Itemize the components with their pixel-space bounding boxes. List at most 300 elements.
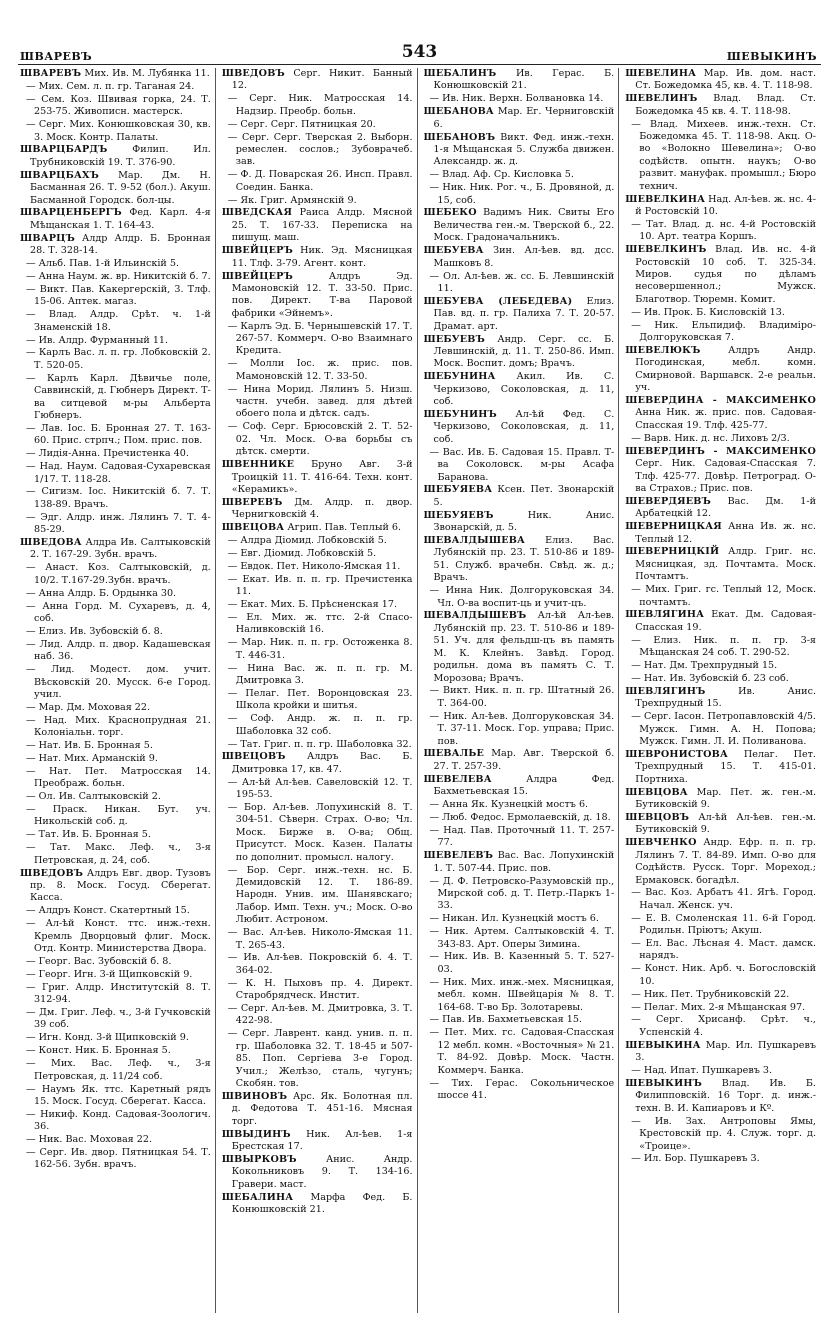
entry-details: Вадимъ Ник. Свиты Его Величества ген.-м. Тверской б., 22. Моск. Градоначальникъ. <box>433 207 615 244</box>
entry-details: Пелаг. Мих. 2-я Мѣщанская 97. <box>643 1001 806 1013</box>
directory-entry <box>222 384 413 421</box>
entry-details: Вас. Ал-ѣев. Николо-Ямская 11. Т. 265-43. <box>235 927 413 951</box>
directory-entry <box>424 812 615 824</box>
entry-surname: ШЕБУНИНА <box>423 371 496 383</box>
directory-entry <box>20 601 211 626</box>
entry-surname: ШЕВЕЛКИНА <box>625 193 706 205</box>
entry-details: Ник. Пет. Трубниковскій 22. <box>643 988 790 1000</box>
entry-details: Мар. Дм. Моховая 22. <box>38 701 151 713</box>
entry-details: Алдръ Андр. Погодинская, мебл. комн. Смирновой. Варшавск. 2-е реальн. уч. <box>635 344 816 394</box>
directory-entry <box>625 496 816 521</box>
entry-details: Эдг. Алдр. инж. Лялинъ 7. Т. 4-85-29. <box>34 511 211 536</box>
entry-details: Екат. Дм. Садовая-Спасская 19. <box>635 609 816 633</box>
entry-details: Мар. Пет. ж. ген.-м. Бутиковскій 9. <box>635 786 816 811</box>
entry-details: Мих. Сем. л. п. гр. Таганая 24. <box>38 80 195 92</box>
directory-entry <box>222 1129 413 1154</box>
entry-details: Серг. Ник. Садовая-Спасская 7. Тлф. 425-77. Довѣр. Петроград. О-ва Страхов.; Прис. пов. <box>635 458 816 494</box>
entry-details: Тат. Ив. Б. Бронная 5. <box>38 829 151 841</box>
entry-details: Григ. Алдр. Институтскій 8. Т. 312-94. <box>34 981 211 1006</box>
entry-details: Над. Мих. Краснопрудная 21. Колоніальн. торг. <box>34 714 211 739</box>
entry-details: Серг. Іасон. Петропавловскій 4/5. Мужск. Гимн. А. Н. Попова; Мужск. Гимн. Л. И. Поливанова. <box>639 711 816 748</box>
entry-surname: ШЕБАЛИНА <box>221 1191 294 1203</box>
entry-details: Ив. Анис. Трехпрудный 15. <box>635 685 816 710</box>
directory-entry <box>424 685 615 710</box>
directory-entry <box>20 512 211 537</box>
entry-details: Нат. Ив. Б. Бронная 5. <box>38 740 153 752</box>
entry-details: Екат. Мих. Б. Прѣсненская 17. <box>240 599 397 611</box>
entry-surname: ШЕВЕРДИНА - МАКСИМЕНКО <box>625 395 816 407</box>
directory-entry <box>222 497 413 522</box>
entry-details: Алдръ Конст. Скатертный 15. <box>38 905 190 917</box>
directory-entry <box>222 195 413 207</box>
directory-entry <box>625 345 816 395</box>
directory-entry <box>20 956 211 968</box>
entry-details: Карлъ Эд. Б. Чернышевскій 17. Т. 267-57. Коммерч. О-во Взаимнаго Кредита. <box>235 320 413 357</box>
entry-details: Анаст. Коз. Салтыковскій, д. 10/2. Т.167-29.Зубн. врачъ. <box>34 562 211 586</box>
directory-entry <box>625 521 816 546</box>
entry-surname: ШЕВЕЛКИНЪ <box>625 244 707 256</box>
directory-entry <box>20 233 211 258</box>
entry-details: Тат. Макс. Леф. ч., 3-я Петровская, д. 24, соб. <box>34 842 211 866</box>
directory-entry <box>222 1192 413 1217</box>
entry-surname: ШЕВЛЯГИНА <box>625 609 705 621</box>
entry-details: Ал-ѣй Конст. ттс. инж.-техн. Кремль Дворцовый флиг. Моск. Отд. Контр. Министерства Двора. <box>34 918 211 955</box>
directory-entry <box>625 673 816 685</box>
directory-entry <box>20 1007 211 1032</box>
entry-details: Филип. Ил. Трубниковскій 19. Т. 376-90. <box>30 144 211 168</box>
entry-details: Пелаг. Пет. Трехпрудный 15. Т. 415-01. Портниха. <box>635 748 816 785</box>
directory-entry <box>222 93 413 118</box>
entry-details: Фед. Карл. 4-я Мѣщанская 1. Т. 164-43. <box>30 207 211 231</box>
entry-details: Лидія-Анна. Пречистенка 40. <box>38 448 189 460</box>
entry-details: Мих. Вас. Леф. ч., 3-я Петровская, д. 11/24 соб. <box>34 1058 211 1082</box>
directory-entry <box>625 93 816 118</box>
entry-surname: ШВЕРЕВЪ <box>221 496 283 508</box>
entry-details: Алдра Ив. Салтыковскій 2. Т. 167-29. Зубн. врачъ. <box>30 537 211 561</box>
directory-entry <box>20 1045 211 1057</box>
entry-details: Бор. Серг. инж.-техн. нс. Б. Демидовскій 12. Т. 186-89. Народн. Унив. им. Шанявскаго; Лабор. Имп. Техн. уч.; Моск. О-во Любит. Астроном. <box>235 864 413 926</box>
directory-entry <box>20 842 211 867</box>
directory-entry <box>625 1014 816 1039</box>
directory-entry <box>625 68 816 93</box>
entry-details: Мих. Григ. гс. Теплый 12, Моск. почтамтъ. <box>639 584 816 608</box>
entry-details: Ив. Ал-ѣев. Покровскій б. 4. Т. 364-02. <box>235 952 413 976</box>
directory-entry <box>222 245 413 270</box>
entry-details: Варв. Ник. д. нс. Лиховъ 2/3. <box>643 432 790 444</box>
page-header <box>0 0 839 64</box>
directory-entry <box>222 599 413 611</box>
entry-details: Серг. Серг. Пятницкая 20. <box>240 118 376 130</box>
directory-entry <box>424 610 615 684</box>
entry-details: Серг. Лаврент. канд. унив. п. п. гр. Шаболовка 32. Т. 18-45 и 507-85. Поп. Сергіева 3-е Город. Учил.; Желѣзо, сталь, чугунъ; Скобян. тов. <box>235 1028 413 1089</box>
entry-details: Ник. Эд. Мясницкая 11. Тлф. 3-79. Агент. конт. <box>231 245 413 269</box>
directory-entry <box>222 865 413 927</box>
directory-entry <box>20 804 211 829</box>
entry-details: Над. Ипат. Пушкаревъ 3. <box>643 1065 773 1077</box>
entry-surname: ШВЕДСКАЯ <box>221 207 293 219</box>
entry-details: Елиз. Вас. Лубянскій пр. 23. Т. 510-86 и 189-51. Служб. врачебн. Свѣд. ж. д.; Врачъ. <box>433 535 615 584</box>
directory-entry <box>222 688 413 713</box>
directory-entry <box>625 219 816 244</box>
directory-entry <box>20 347 211 372</box>
directory-entry <box>222 1091 413 1128</box>
directory-entry <box>20 1109 211 1134</box>
directory-entry <box>20 982 211 1007</box>
entry-details: Ал-ѣй Фед. С. Черкизово, Соколовская, д. 11, соб. <box>433 408 615 445</box>
entry-surname: ШЕБУЯЕВА <box>423 484 493 496</box>
entry-details: Нат. Ив. Зубовскій б. 23 соб. <box>643 673 789 684</box>
directory-entry <box>222 358 413 383</box>
entry-details: Ксен. Пет. Звонарскій 5. <box>433 484 615 508</box>
entry-details: Анна Наум. ж. вр. Никитскій б. 7. <box>38 271 211 282</box>
entry-details: Лид. Модест. дом. учит. Вѣсковскій 20. Мусск. 6-е Город. учил. <box>34 664 211 700</box>
entry-details: Бруно Авг. 3-й Троицкій 11. Т. 416-64. Техн. конт. «Керамикъ». <box>231 459 413 495</box>
directory-entry <box>625 887 816 912</box>
directory-entry <box>20 1058 211 1083</box>
directory-entry <box>20 918 211 955</box>
entry-surname: ШВЕДОВЪ <box>20 867 84 879</box>
directory-entry <box>222 271 413 321</box>
directory-entry <box>20 335 211 347</box>
directory-entry <box>20 373 211 423</box>
directory-entry <box>222 535 413 547</box>
entry-details: Вас. Вас. Лопухинскій 1. Т. 507-44. Прис. пов. <box>433 850 615 874</box>
directory-entry <box>625 395 816 432</box>
directory-entry <box>424 1014 615 1026</box>
directory-entry <box>222 561 413 573</box>
directory-entry <box>222 802 413 864</box>
entry-details: Лид. Алдр. п. двор. Кадашевская наб. 36. <box>34 638 211 663</box>
column-3 <box>424 68 620 1313</box>
directory-entry <box>222 978 413 1003</box>
entry-details: Серг. Мих. Конюшковская 30, кв. 3. Моск. Контр. Палаты. <box>34 119 211 143</box>
entry-details: Алдръ Эд. Мамоновскій 12. Т. 33-50. Прис. пов. Директ. Т-ва Паровой фабрики «Эйнемъ». <box>231 270 413 319</box>
entry-details: Карлъ Вас. л. п. гр. Лобковскій 2. Т. 520-05. <box>34 347 211 371</box>
directory-entry <box>20 271 211 283</box>
entry-surname: ШЕВЕРДЯЕВЪ <box>625 495 711 507</box>
directory-entry <box>424 132 615 169</box>
entry-details: Екат. Ив. п. п. гр. Пречистенка 11. <box>235 573 413 598</box>
entry-details: Ел. Вас. Лѣсная 4. Маст. дамск. нарядъ. <box>639 938 816 962</box>
entry-details: Мар. Дм. Н. Басманная 26. Т. 9-52 (бол.). Акуш. Басманной Городск. бол-цы. <box>30 169 211 206</box>
entry-surname: ШВИНОВЪ <box>221 1090 288 1102</box>
directory-entry <box>625 584 816 609</box>
entry-details: Ник. Анис. Звонарскій, д. 5. <box>433 509 615 534</box>
entry-details: Анна Алдр. Б. Ордынка 30. <box>38 587 177 599</box>
entry-details: Влад. Михеев. инж.-техн. Ст. Божедомка 45. Т. 118-98. Акц. О-во «Волокно Шевелина»; О-во содѣйств. опытн. наукъ; О-во развит. мануфак. промышл.; Бюро технич. <box>639 118 816 192</box>
directory-entry <box>625 913 816 938</box>
entry-surname: ШЕВАЛДЫШЕВЪ <box>423 610 527 622</box>
directory-entry <box>625 686 816 711</box>
entry-details: Мар. Ив. дом. наст. Ст. Божедомка 45, кв. 4. Т. 118-98. <box>635 68 816 92</box>
entry-details: Над. Пав. Проточный 11. Т. 257-77. <box>437 824 615 849</box>
entry-surname: ШЕБАЛИНЪ <box>423 68 497 79</box>
entry-surname: ШЕВЫКИНЪ <box>625 1078 702 1089</box>
entry-surname: ШЕВЕЛЕВЪ <box>423 850 494 862</box>
entry-details: Лав. Іос. Б. Бронная 27. Т. 163-60. Прис. стрпч.; Пом. прис. пов. <box>34 422 211 447</box>
entry-details: Серг. Хрисанф. Срѣт. ч., Успенскій 4. <box>639 1014 816 1038</box>
directory-entry <box>625 837 816 887</box>
directory-entry <box>424 1078 615 1103</box>
directory-entry <box>222 119 413 131</box>
entry-surname: ШВАРЦБАХЪ <box>20 169 100 181</box>
directory-entry <box>625 1078 816 1115</box>
directory-entry <box>625 609 816 634</box>
directory-entry <box>222 522 413 534</box>
entry-details: Викт. Фед. инж.-техн. 1-я Мѣщанская 5. Служба движен. Александр. ж. д. <box>433 131 615 168</box>
entry-surname: ШЕБУЕВА <box>423 245 484 257</box>
directory-entry <box>424 371 615 408</box>
directory-entry <box>222 68 413 93</box>
directory-entry <box>424 926 615 951</box>
directory-entry <box>625 938 816 963</box>
entry-details: Карлъ Карл. Дѣвичье поле, Саввинскій, д. Гюбнеръ Директ. Т-ва ситцевой м-ры Альберта Гюбнеръ. <box>34 372 211 421</box>
directory-entry <box>20 1032 211 1044</box>
directory-entry <box>222 574 413 599</box>
entry-details: Серг. Никит. Банный 12. <box>231 68 413 92</box>
entry-surname: ШЕВЦОВЪ <box>625 811 690 823</box>
directory-entry <box>424 106 615 131</box>
entry-details: Ив. Герас. Б. Конюшковскій 21. <box>433 68 615 92</box>
directory-entry <box>20 766 211 791</box>
entry-details: Сем. Коз. Швивая горка, 24. Т. 253-75. Живописн. мастерск. <box>34 93 211 118</box>
directory-entry <box>20 829 211 841</box>
directory-entry <box>20 702 211 714</box>
directory-entry <box>20 1147 211 1172</box>
directory-entry <box>625 320 816 345</box>
directory-entry <box>222 751 413 776</box>
directory-entry <box>20 791 211 803</box>
directory-entry <box>20 588 211 600</box>
directory-entry <box>20 868 211 905</box>
entry-surname: ШВЕЙЦЕРЪ <box>221 270 293 282</box>
directory-entry <box>424 977 615 1014</box>
directory-entry <box>222 207 413 244</box>
directory-entry <box>20 81 211 93</box>
directory-entry <box>424 825 615 850</box>
entry-details: Ник. Ник. Рог. ч., Б. Дровяной, д. 15, соб. <box>437 182 615 206</box>
entry-details: Серг. Ник. Матросская 14. Надзир. Преобр. больн. <box>235 93 413 117</box>
directory-entry <box>20 68 211 80</box>
entry-details: Ф. Д. Поварская 26. Инсп. Правл. Соедин. Банка. <box>235 169 413 193</box>
entry-details: Наумъ Як. ттс. Каретный рядъ 15. Моск. Госуд. Сберегат. Касса. <box>34 1083 211 1107</box>
entry-details: Ол. Ал-ѣев. ж. сс. Б. Левшинскій 11. <box>437 270 615 294</box>
entry-details: Ив. Зах. Антроповы Ямы, Крестовскій пр. 4. Служ. торг. д. «Троице». <box>639 1115 816 1152</box>
directory-entry <box>424 447 615 484</box>
entry-details: Влад. Алдр. Срѣт. ч. 1-й Знаменскій 18. <box>34 309 211 333</box>
entry-details: Конст. Ник. Арб. ч. Богословскій 10. <box>639 963 816 987</box>
entry-surname: ШЕБУЕВЪ <box>423 333 485 345</box>
entry-surname: ШЕВЕЛИНА <box>625 68 697 79</box>
directory-entry <box>424 271 615 296</box>
directory-entry <box>424 334 615 371</box>
entry-details: Агрип. Пав. Теплый 6. <box>287 522 402 534</box>
entry-details: Ал-ѣй Ал-ѣев. Лубянскій пр. 23. Т. 510-86 и 189-51. Уч. для фельдш-цъ въ память М. К. Клейнъ. Завѣд. Город. родильн. дома въ память С. Т. Морозова; Врачъ. <box>433 610 615 684</box>
directory-entry <box>20 1084 211 1109</box>
entry-details: Ник. Вас. Моховая 22. <box>38 1134 153 1146</box>
entry-details: Серг. Ив. двор. Пятницкая 54. Т. 162-56. Зубн. врачъ. <box>34 1147 211 1171</box>
directory-entry <box>20 119 211 144</box>
directory-entry <box>424 245 615 270</box>
entry-details: Алдръ Евг. двор. Тузовъ пр. 8. Моск. Госуд. Сберегат. Касса. <box>30 867 211 904</box>
entry-details: Влад. Ив. Б. Филипповскій. 16 Торг. д. инж.-техн. В. И. Капиаровъ и Кº. <box>635 1078 816 1114</box>
entry-details: Ол. Ив. Салтыковскій 2. <box>38 791 161 803</box>
entry-details: Ив. Прок. Б. Кисловскій 13. <box>643 306 785 318</box>
entry-details: Анна Горд. М. Сухаревъ, д. 4, соб. <box>34 600 211 624</box>
entry-surname: ШЕБУЕВА (ЛЕБЕДЕВА) <box>423 295 573 307</box>
directory-entry <box>20 207 211 232</box>
entry-details: Алдр. Григ. нс. Мясницкая, зд. Почтамта. Моск. Почтамтъ. <box>635 546 816 583</box>
directory-entry <box>222 612 413 637</box>
directory-entry <box>625 660 816 672</box>
directory-entry <box>20 753 211 765</box>
directory-entry <box>625 119 816 193</box>
entry-surname: ШВАРЦЪ <box>20 232 75 244</box>
directory-entry <box>222 321 413 358</box>
entry-surname: ШЕВЕЛЕВА <box>423 773 492 785</box>
entry-details: Ал-ѣй Ал-ѣев. Савеловскій 12. Т. 195-53. <box>235 776 413 801</box>
entry-details: Сигизм. Іос. Никитскій б. 7. Т. 138-89. Врачъ. <box>34 486 211 510</box>
directory-entry <box>424 510 615 535</box>
entry-details: Инна Ник. Долгоруковская 34. Чл. О-ва воспит-ць и учит-цъ. <box>437 585 615 609</box>
entry-details: Елиз. Пав. вд. п. гр. Палиха 7. Т. 20-57. Драмат. арт. <box>433 295 615 332</box>
entry-details: Тат. Григ. п. п. гр. Шаболовка 32. <box>240 738 412 750</box>
entry-details: Люб. Федос. Ермолаевскій, д. 18. <box>442 811 611 823</box>
directory-entry <box>424 585 615 610</box>
directory-entry <box>222 777 413 802</box>
entry-surname: ШВАРЕВЪ <box>20 68 82 79</box>
directory-entry <box>625 749 816 786</box>
entry-details: Алдр Алдр. Б. Бронная 28. Т. 328-14. <box>30 232 211 257</box>
directory-entry <box>625 711 816 748</box>
directory-entry <box>20 94 211 119</box>
entry-surname: ШЕБАНОВА <box>423 106 494 118</box>
entry-details: Ил. Бор. Пушкаревъ 3. <box>643 1153 760 1165</box>
header-rule <box>18 64 821 65</box>
entry-surname: ШВЫРКОВЪ <box>221 1153 297 1165</box>
directory-entry <box>424 296 615 333</box>
directory-entry <box>20 740 211 752</box>
directory-entry <box>625 546 816 583</box>
directory-entry <box>625 989 816 1001</box>
directory-entry <box>20 448 211 460</box>
directory-entry <box>424 535 615 585</box>
entry-details: Арс. Як. Болотная пл. д. Федотова Т. 451-16. Мясная торг. <box>231 1090 413 1127</box>
entry-details: Мар. Ник. п. п. гр. Остоженка 8. Т. 446-31. <box>235 637 413 661</box>
entry-surname: ШВЕДОВА <box>20 537 82 549</box>
directory-entry <box>20 258 211 270</box>
entry-details: Вас. Коз. Арбатъ 41. Ягѣ. Город. Начал. Женск. уч. <box>639 887 816 911</box>
directory-entry <box>20 626 211 638</box>
directory-entry <box>20 562 211 587</box>
entry-surname: ШВАРЦЕНБЕРГЪ <box>20 207 122 219</box>
entry-details: Нат. Дм. Трехпрудный 15. <box>643 660 778 672</box>
entry-details: Зин. Ал-ѣев. вд. дсс. Машковъ 8. <box>433 245 615 269</box>
directory-entry <box>625 433 816 445</box>
entry-details: Як. Григ. Армянскій 9. <box>240 194 357 206</box>
entry-details: Над. Наум. Садовая-Сухаревская 1/17. Т. 118-28. <box>34 461 211 485</box>
entry-surname: ШЕВЛЯГИНЪ <box>625 685 706 697</box>
column-4 <box>625 68 820 1313</box>
directory-entry <box>222 169 413 194</box>
directory-entry <box>222 459 413 496</box>
directory-entry <box>625 446 816 496</box>
directory-entry <box>424 207 615 244</box>
entry-details: Серг. Ал-ѣев. М. Дмитровка, 3. Т. 422-98. <box>235 1003 413 1027</box>
entry-details: Нина Морид. Лялинъ 5. Низш. частн. учебн. завед. для дѣтей обоего пола и дѣтск. садъ. <box>235 383 413 420</box>
directory-entry <box>20 309 211 334</box>
entry-surname: ШЕБЕКО <box>423 207 477 219</box>
entry-details: Ник. Ельпидиф. Владиміро-Долгоруковская 7. <box>639 319 816 344</box>
directory-entry <box>222 1003 413 1028</box>
entry-details: Альб. Пав. 1-й Ильинскій 5. <box>38 258 179 270</box>
entry-details: Алдръ Вас. Б. Дмитровка 17, кв. 47. <box>231 751 413 775</box>
directory-entry <box>20 715 211 740</box>
directory-entry <box>424 850 615 875</box>
entry-details: Дм. Григ. Леф. ч., 3-й Гучковскій 39 соб. <box>34 1007 211 1031</box>
entry-details: Соф. Андр. ж. п. п. гр. Шаболовка 32 соб. <box>235 713 413 737</box>
entry-surname: ШВЕЙЦЕРЪ <box>221 245 293 257</box>
entry-details: Серг. Серг. Тверская 2. Выборн. ремеслен. сослов.; Зубоврачеб. зав. <box>235 131 413 168</box>
entry-details: Пелаг. Пет. Воронцовская 23. Школа кройки и шитья. <box>235 687 413 712</box>
directory-entry <box>222 132 413 169</box>
entry-details: Тат. Влад. д. нс. 4-й Ростовскій 10. Арт. театра Коршъ. <box>639 218 816 243</box>
entry-details: Евдок. Пет. Николо-Ямская 11. <box>240 560 401 572</box>
entry-details: Анис. Андр. Кокольниковъ 9. Т. 134-16. Гравери. маст. <box>231 1153 413 1190</box>
directory-entry <box>20 423 211 448</box>
entry-details: Вас. Дм. 1-й Арбатецкій 12. <box>635 495 816 520</box>
directory-entry <box>222 1154 413 1191</box>
directory-entry <box>20 461 211 486</box>
entry-details: Вас. Ив. Б. Садовая 15. Правл. Т-ва Соколовск. м-ры Асафа Баранова. <box>437 446 615 483</box>
entry-surname: ШЕВАЛДЫШЕВА <box>423 535 526 547</box>
directory-entry <box>424 1027 615 1077</box>
entry-details: Молли Іос. ж. прис. пов. Мамоновскій 12. Т. 33-50. <box>235 358 413 382</box>
entry-details: Влад. Ив. нс. 4-й Ростовскій 10 соб. Т. 325-34. Миров. судья по дѣламъ несовершеннол.; Мужск. Благотвор. Тюремн. Комит. <box>635 244 816 305</box>
entry-details: Акил. Ив. С. Черкизово, Соколовская, д. 11, соб. <box>433 371 615 408</box>
directory-entry <box>424 409 615 446</box>
entry-details: Ник. Мих. инж.-мех. Мясницкая, мебл. комн. Швейцарія № 8. Т. 164-68. Т-во Бр. Золотаревы. <box>437 976 615 1013</box>
directory-entry <box>424 774 615 799</box>
entry-details: Ник. Ал-ѣев. Долгоруковская 34. Т. 37-11. Моск. Гор. управа; Прис. пов. <box>437 710 615 747</box>
directory-entry <box>20 537 211 562</box>
column-2 <box>222 68 418 1313</box>
page-number: 543 <box>401 42 438 62</box>
entry-details: Праск. Никан. Бут. уч. Никольскій соб. д. <box>34 804 211 828</box>
column-1 <box>20 68 216 1313</box>
directory-entry <box>625 1040 816 1065</box>
directory-entry <box>424 68 615 93</box>
entry-details: Ал-ѣй Ал-ѣев. ген.-м. Бутиковскій 9. <box>635 811 816 836</box>
directory-entry <box>20 1134 211 1146</box>
directory-entry <box>222 713 413 738</box>
entry-details: Соф. Серг. Брюсовскій 2. Т. 52-02. Чл. Моск. О-ва борьбы съ дѣтск. смерти. <box>235 421 413 458</box>
directory-entry <box>424 484 615 509</box>
directory-entry <box>625 812 816 837</box>
entry-details: Никиф. Конд. Садовая-Зоологич. 36. <box>34 1108 211 1133</box>
entry-details: Д. Ф. Петровско-Разумовскій пр., Мирской соб. д. Т. Петр.-Паркъ 1-33. <box>437 875 615 912</box>
directory-entry <box>20 144 211 169</box>
entry-details: Ив. Ник. Верхн. Болвановка 14. <box>442 93 604 105</box>
entry-details: Викт. Ник. п. п. гр. Штатный 26. Т. 364-00. <box>437 685 615 709</box>
directory-entry <box>625 963 816 988</box>
entry-details: Тих. Герас. Сокольническое шоссе 41. <box>437 1077 615 1101</box>
directory-entry <box>20 905 211 917</box>
entry-details: Ник. Ив. В. Казенный 5. Т. 527-03. <box>437 951 615 975</box>
directory-entry <box>625 307 816 319</box>
directory-entry <box>424 876 615 913</box>
entry-surname: ШЕВЦОВА <box>625 786 688 798</box>
